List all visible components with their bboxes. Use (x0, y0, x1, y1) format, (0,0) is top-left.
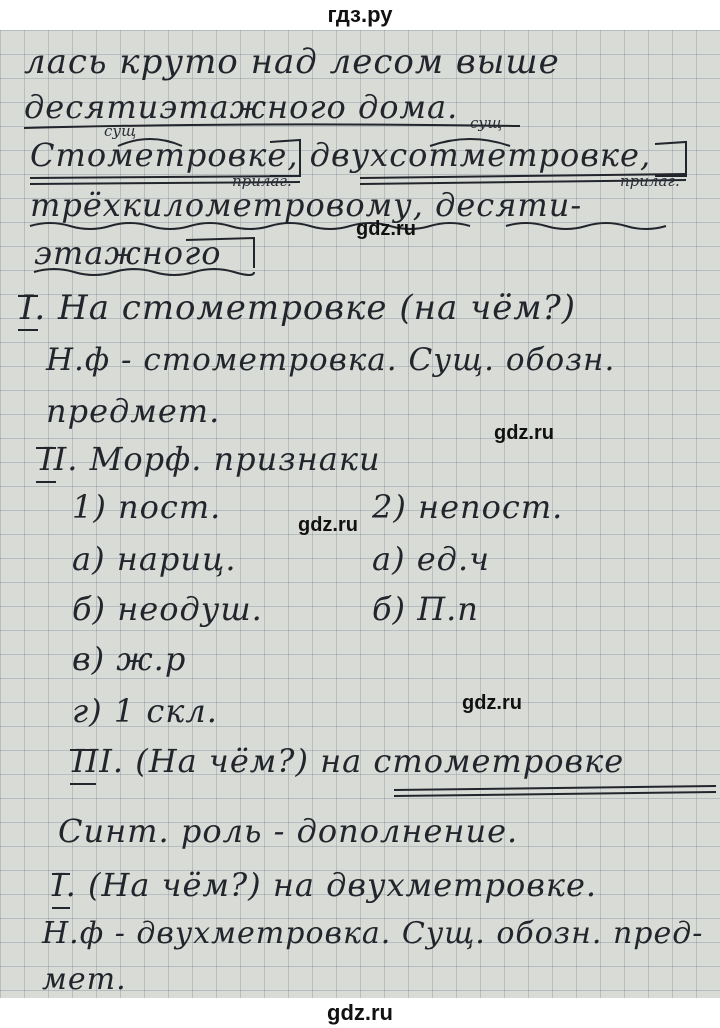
feature-const-a: а) нариц. (72, 540, 237, 578)
watermark-4: gdz.ru (462, 692, 522, 714)
feature-var-b: б) П.п (372, 590, 479, 628)
handwritten-line-17: I. (На чём?) на двухметровке. (52, 866, 598, 904)
feature-const-heading: 1) пост. (72, 488, 222, 526)
handwritten-line-18: Н.ф - двухметровка. Сущ. обозн. пред- (42, 916, 704, 951)
watermark-3: gdz.ru (298, 514, 358, 536)
feature-const-b: б) неодуш. (72, 590, 263, 628)
handwritten-line-4: трёхкилометровому, десяти- (30, 186, 583, 224)
handwritten-line-2: десятиэтажного дома. (24, 88, 459, 126)
handwritten-line-16: Синт. роль - дополнение. (58, 812, 519, 850)
handwritten-line-6: I. На стометровке (на чём?) (20, 288, 577, 328)
watermark-2: gdz.ru (494, 422, 554, 444)
handwritten-line-15: III. (На чём?) на стометровке (72, 742, 625, 780)
tag-adj-2: прилаг. (620, 172, 680, 190)
tag-noun-1: сущ (104, 122, 137, 140)
tag-noun-2: сущ (470, 114, 503, 132)
footer-watermark: gdz.ru (327, 1000, 393, 1025)
double-underline-3 (394, 786, 716, 790)
feature-var-a: а) ед.ч (372, 540, 491, 578)
handwritten-line-19: мет. (42, 962, 127, 997)
feature-const-c: в) ж.р (72, 640, 187, 678)
handwritten-line-8: предмет. (46, 392, 221, 430)
handwritten-line-1: лась круто над лесом выше (24, 42, 560, 82)
feature-const-d: г) 1 скл. (72, 692, 218, 730)
handwritten-line-5: этажного (34, 234, 222, 272)
header-watermark: гдз.ру (327, 2, 393, 27)
handwritten-line-3: Стометровке, двухсотметровке, (30, 136, 652, 174)
watermark-1: gdz.ru (356, 218, 416, 240)
handwritten-line-7: Н.ф - стометровка. Сущ. обозн. (46, 342, 616, 378)
handwritten-line-9: II. Морф. признаки (40, 440, 381, 478)
tag-adj-1: прилаг. (232, 172, 292, 190)
feature-var-heading: 2) непост. (372, 488, 564, 526)
